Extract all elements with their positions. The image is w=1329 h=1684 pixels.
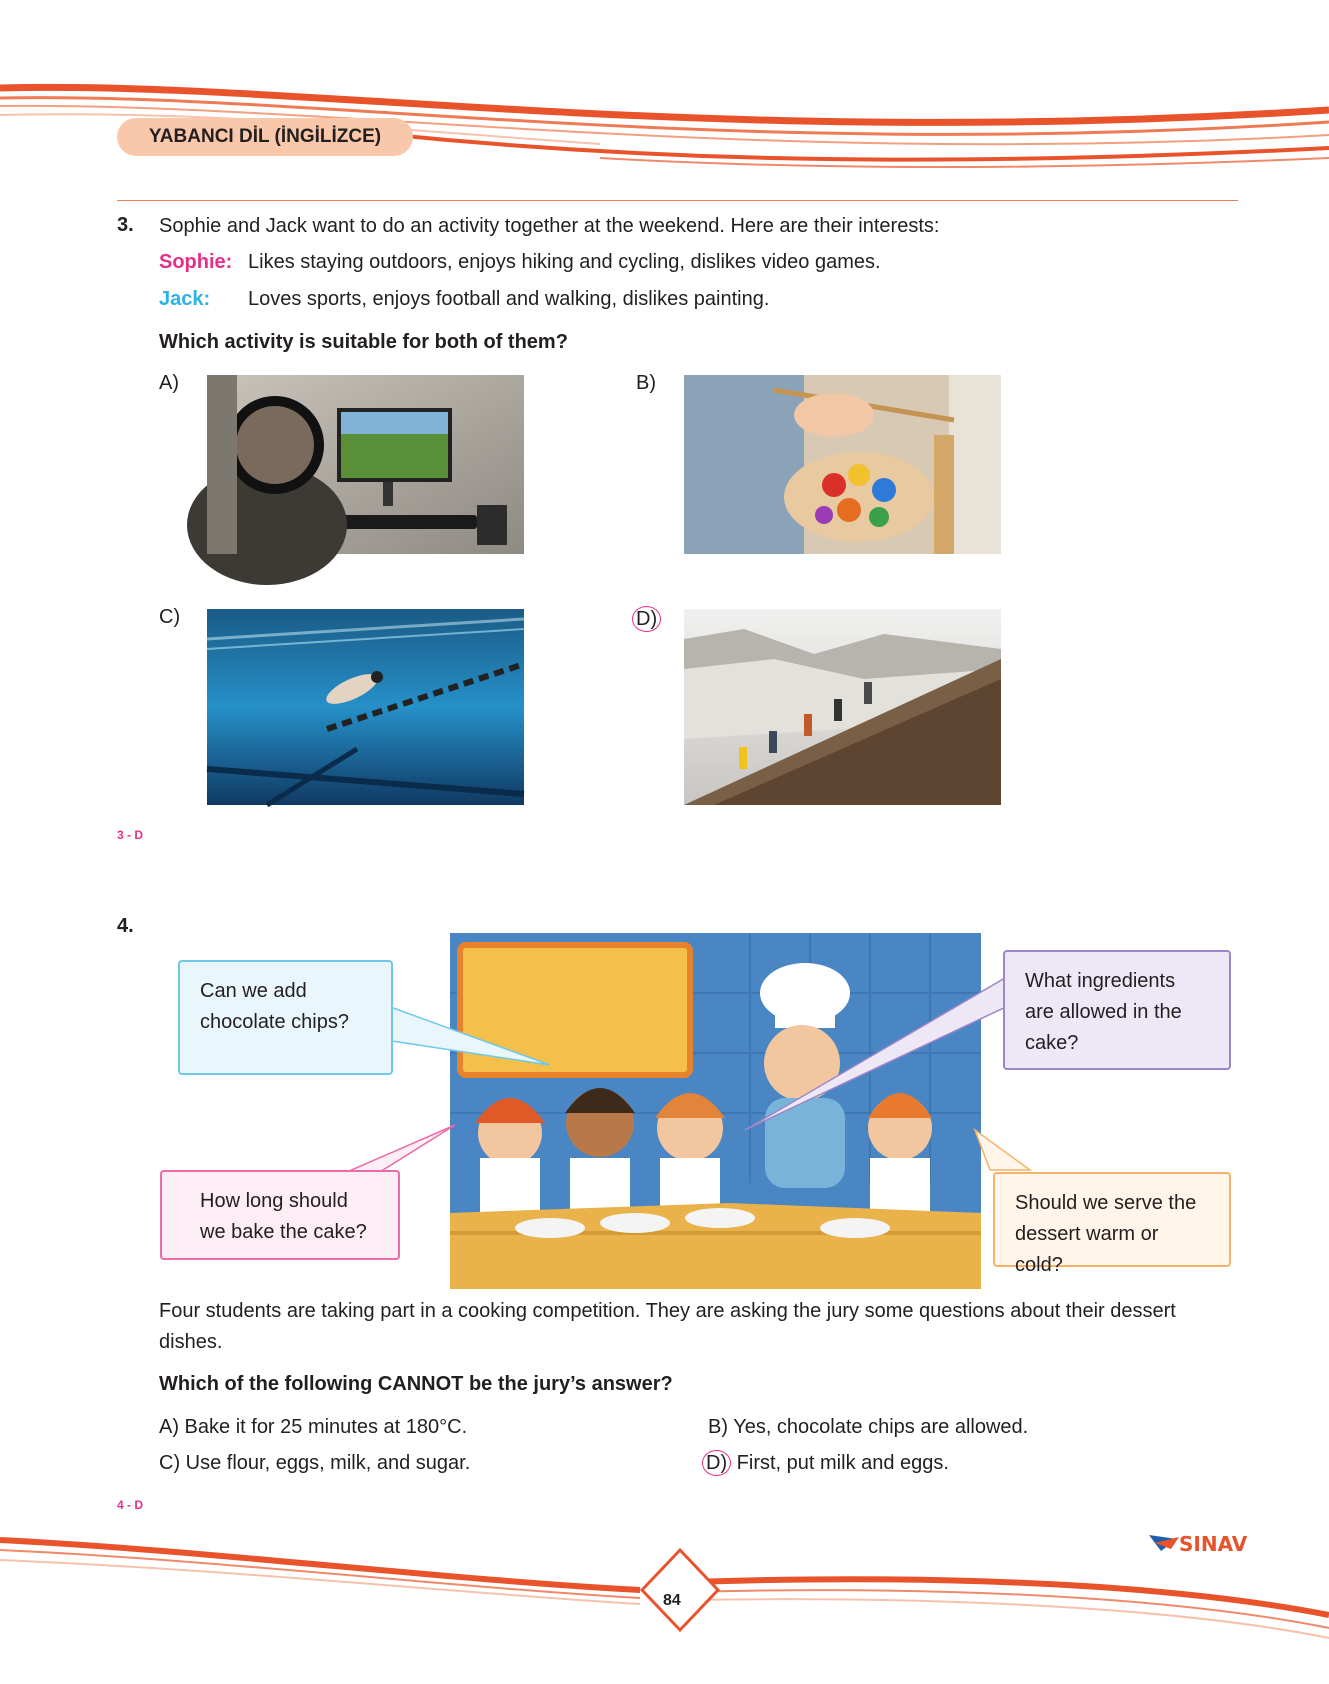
jack-label: Jack: — [159, 288, 211, 310]
subject-badge: YABANCI DİL (İNGİLİZCE) — [117, 118, 413, 156]
question-4-answer-key: 4 - D — [117, 1498, 144, 1512]
q4-option-d-text: First, put milk and eggs. — [736, 1452, 949, 1474]
speech-bubble-baking-time — [160, 1170, 400, 1260]
q4-option-a[interactable]: A) Bake it for 25 minutes at 180°C. — [159, 1416, 468, 1438]
speech-bubble-serving — [993, 1172, 1231, 1276]
speech-bubble-ingredients — [1003, 950, 1231, 1070]
sophie-interests: Likes staying outdoors, enjoys hiking and cycling, dislikes video games. — [248, 251, 881, 273]
speech-bubble-chocolate-chips — [178, 960, 393, 1075]
option-b-label[interactable]: B) — [636, 372, 656, 394]
brand-logo-text: SINAV — [1179, 1532, 1248, 1556]
speech-bubble-ingredients-text: What ingredients are allowed in the cake? — [1025, 970, 1182, 1054]
brand-logo — [1147, 1527, 1248, 1557]
q4-option-b[interactable]: B) Yes, chocolate chips are allowed. — [708, 1416, 1029, 1438]
sophie-label: Sophie: — [159, 251, 233, 273]
question-4-number: 4. — [117, 915, 134, 937]
jack-interests: Loves sports, enjoys football and walking, dislikes painting. — [248, 288, 770, 310]
question-3-number: 3. — [117, 214, 134, 236]
q4-option-d-marked-label: D) — [702, 1450, 731, 1476]
option-d-marked-label: D) — [632, 606, 661, 632]
question-3-answer-key: 3 - D — [117, 828, 144, 842]
question-4-description: Four students are taking part in a cooking competition. They are asking the jury some questions about their dessert dishes. — [159, 1300, 1176, 1353]
speech-bubble-chocolate-chips-text: Can we add chocolate chips? — [200, 980, 349, 1033]
question-4-prompt: Which of the following CANNOT be the jury’s answer? — [159, 1373, 673, 1395]
speech-bubble-baking-time-text: How long should we bake the cake? — [200, 1190, 367, 1243]
page-number: 84 — [663, 1592, 681, 1609]
page-number-badge — [640, 1548, 720, 1632]
speech-bubble-serving-text: Should we serve the dessert warm or cold? — [1015, 1192, 1197, 1276]
question-3-intro: Sophie and Jack want to do an activity together at the weekend. Here are their interests: — [159, 215, 940, 237]
question-3-prompt: Which activity is suitable for both of them? — [159, 331, 568, 353]
option-c-label[interactable]: C) — [159, 606, 181, 628]
q4-option-c[interactable]: C) Use flour, eggs, milk, and sugar. — [159, 1452, 471, 1474]
q4-option-d[interactable] — [702, 1448, 949, 1479]
option-a-label[interactable]: A) — [159, 372, 179, 394]
